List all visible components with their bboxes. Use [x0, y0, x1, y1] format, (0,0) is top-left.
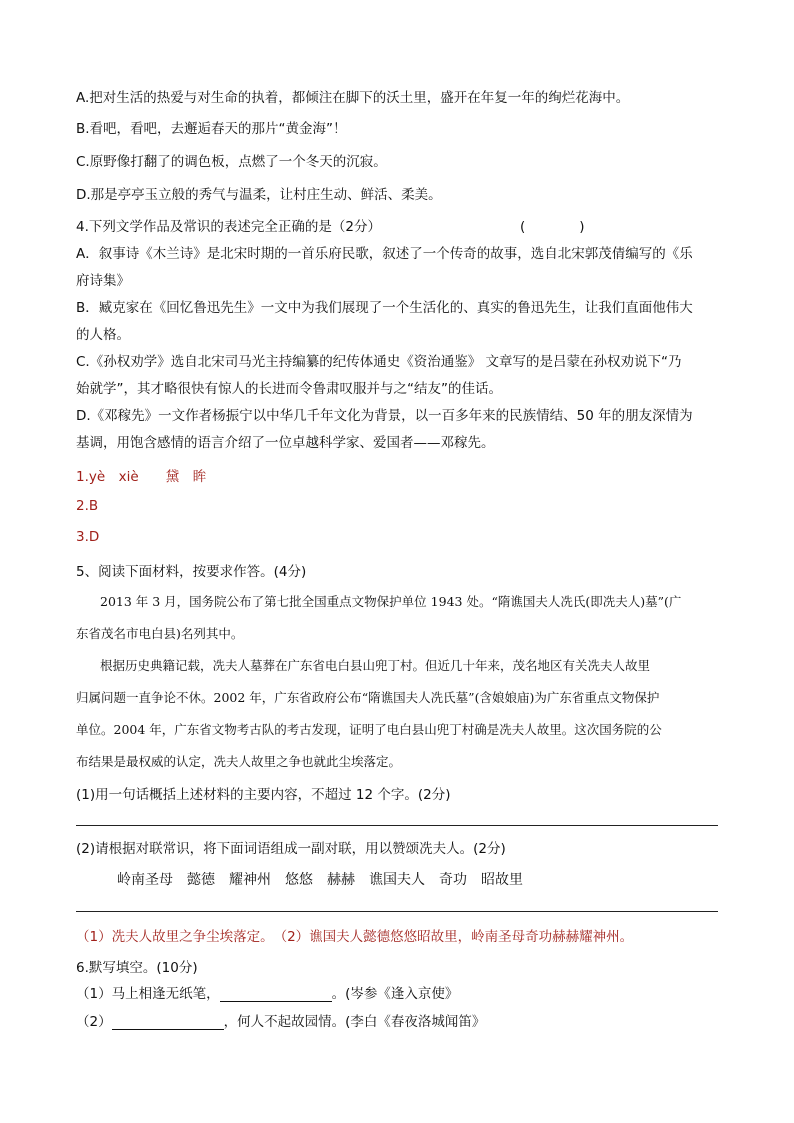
- question-6-stem: 6.默写填空。(10分): [76, 960, 198, 976]
- dictation-2-prefix: （2）: [76, 1014, 112, 1030]
- question-5-sub-2: (2)请根据对联常识，将下面词语组成一副对联，用以赞颂冼夫人。(2分): [76, 841, 506, 857]
- passage-p2-line2: 归属问题一直争论不休。2002 年，广东省政府公布“隋谯国夫人冼氏墓”(含娘娘庙)为广东省重点文物保护: [76, 690, 660, 705]
- question-5-answer: （1）冼夫人故里之争尘埃落定。 （2）谯国夫人懿德悠悠昭故里，岭南圣母奇功赫赫耀神州。: [76, 929, 634, 945]
- passage-p2-line4: 布结果是最权威的认定，冼夫人故里之争也就此尘埃落定。: [76, 754, 402, 769]
- answer-1: 1.yè xiè 黛 眸: [76, 469, 207, 485]
- dictation-2-suffix: ，何人不起故园情。(李白《春夜洛城闻笛》: [223, 1014, 486, 1030]
- q4-option-d-line1: D.《邓稼先》一文作者杨振宁以中华几千年文化为背景，以一百多年来的民族情结、50 年的朋友深情为: [76, 408, 693, 424]
- q4-option-b-line2: 的人格。: [76, 327, 130, 343]
- option-a: A.把对生活的热爱与对生命的执着，都倾注在脚下的沃土里，盛开在年复一年的绚烂花海中。: [76, 90, 630, 106]
- passage-p2-line3: 单位。2004 年，广东省文物考古队的考古发现，证明了电白县山兜丁村确是冼夫人故里。这次国务院的公: [76, 722, 662, 737]
- couplet-word-list: 岭南圣母 懿德 耀神州 悠悠 赫赫 谯国夫人 奇功 昭故里: [117, 872, 523, 888]
- question-5-sub-1: (1)用一句话概括上述材料的主要内容，不超过 12 个字。(2分): [76, 787, 451, 803]
- dictation-line-2: [76, 1010, 485, 1030]
- q4-option-c-line1: C.《孙权劝学》选自北宋司马光主持编纂的纪传体通史《资治通鉴》 文章写的是吕蒙在孙权劝说下“乃: [76, 354, 682, 370]
- answer-2: 2.B: [76, 498, 99, 514]
- passage-p1-line2: 东省茂名市电白县)名列其中。: [76, 626, 244, 641]
- question-5-stem: 5、阅读下面材料，按要求作答。(4分): [76, 564, 307, 580]
- passage-p1-line1: 2013 年 3 月，国务院公布了第七批全国重点文物保护单位 1943 处。“隋谯国夫人冼氏(即冼夫人)墓”(广: [100, 594, 682, 609]
- answer-3: 3.D: [76, 529, 100, 545]
- dictation-2-blank[interactable]: [112, 1015, 224, 1030]
- dictation-line-1: [76, 982, 458, 1002]
- dictation-1-prefix: （1）马上相逢无纸笔，: [76, 986, 220, 1002]
- q4-option-b-line1: B．臧克家在《回忆鲁迅先生》一文中为我们展现了一个生活化的、真实的鲁迅先生，让我们直面他伟大: [76, 300, 693, 316]
- passage-p2-line1: 根据历史典籍记载，冼夫人墓葬在广东省电白县山兜丁村。但近几十年来，茂名地区有关冼夫人故里: [100, 658, 651, 673]
- q4-option-a-line1: A．叙事诗《木兰诗》是北宋时期的一首乐府民歌，叙述了一个传奇的故事，选自北宋郭茂倩编写的《乐: [76, 246, 693, 262]
- answer-line-2: [76, 911, 718, 912]
- option-b: B.看吧，看吧，去邂逅春天的那片“黄金海”！: [76, 121, 347, 137]
- q4-option-c-line2: 始就学”，其才略很快有惊人的长进而令鲁肃叹服并与之“结友”的佳话。: [76, 381, 502, 397]
- answer-line-1: [76, 825, 718, 826]
- question-4-stem: 4.下列文学作品及常识的表述完全正确的是（2分）: [76, 219, 381, 235]
- dictation-1-suffix: 。(岑参《逢入京使》: [331, 986, 459, 1002]
- option-d: D.那是亭亭玉立般的秀气与温柔，让村庄生动、鲜活、柔美。: [76, 187, 442, 203]
- dictation-1-blank[interactable]: [220, 987, 332, 1002]
- q4-option-a-line2: 府诗集》: [76, 273, 130, 289]
- option-c: C.原野像打翻了的调色板，点燃了一个冬天的沉寂。: [76, 154, 387, 170]
- question-4-answer-blank: ( ): [520, 219, 585, 235]
- q4-option-d-line2: 基调，用饱含感情的语言介绍了一位卓越科学家、爱国者——邓稼先。: [76, 435, 495, 451]
